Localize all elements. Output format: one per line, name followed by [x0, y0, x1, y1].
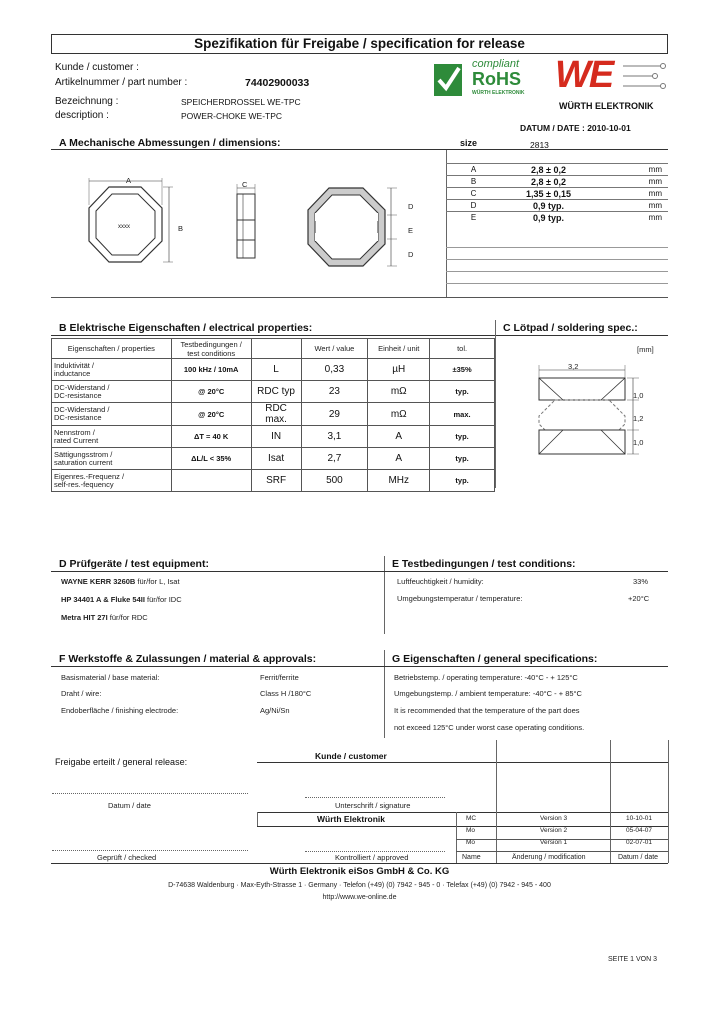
condition-cell — [171, 470, 251, 492]
soldering-pad-drawing — [525, 360, 665, 470]
part-number: 74402900033 — [245, 77, 310, 89]
property-cell — [52, 359, 172, 381]
electrode-label: Endoberfläche / finishing electrode: — [61, 706, 179, 715]
section-a-title: A Mechanische Abmessungen / dimensions: — [59, 137, 281, 149]
revision-change: Version 1 — [540, 839, 568, 846]
footer-url[interactable]: http://www.we-online.de — [322, 894, 397, 901]
value-cell: 0,33 — [301, 359, 368, 381]
footer-address: D-74638 Waldenburg · Max-Eyth-Strasse 1 · Germany · Telefon (+49) (0) 7942 - 945 - 0 · Telefax (+49) (0) 7942 - 945 - 400 — [168, 882, 551, 889]
signature-label: Unterschrift / signature — [335, 801, 411, 810]
condition-cell: ΔL/L < 35% — [171, 448, 251, 470]
th-properties: Eigenschaften / properties — [52, 339, 172, 359]
wurth-header: Würth Elektronik — [317, 814, 386, 824]
value-cell: 2,7 — [301, 448, 368, 470]
electrical-row — [52, 359, 495, 381]
pad-height-2: 1,2 — [633, 414, 644, 423]
equipment-use: für/for IDC — [144, 595, 182, 604]
dim-label-c: C — [242, 180, 248, 189]
dimension-row — [446, 200, 668, 212]
property-de: Induktivität / — [54, 360, 95, 370]
designation-label: Bezeichnung : — [55, 96, 119, 107]
property-cell — [52, 426, 172, 448]
section-f-title: F Werkstoffe & Zulassungen / material & approvals: — [59, 653, 317, 665]
section-b-title: B Elektrische Eigenschaften / electrical properties: — [59, 322, 313, 334]
symbol-cell: Isat — [251, 448, 301, 470]
dim-label-b: B — [178, 224, 184, 233]
equipment-use: für/for RDC — [107, 613, 148, 622]
dimension-unit: mm — [596, 188, 668, 200]
property-cell — [52, 448, 172, 470]
pad-width: 3,2 — [568, 362, 579, 371]
condition-cell: @ 20°C — [171, 381, 251, 403]
symbol-cell: IN — [251, 426, 301, 448]
spec-line-2: Umgebungstemp. / ambient temperature: -40°C - + 85°C — [394, 689, 582, 698]
section-e-title: E Testbedingungen / test conditions: — [392, 558, 576, 570]
dim-label-a: A — [126, 176, 132, 185]
dimension-key: C — [446, 188, 501, 200]
unit-cell: mΩ — [368, 381, 430, 403]
symbol-cell: RDC typ — [251, 381, 301, 403]
electrical-row — [52, 426, 495, 448]
description-label: description : — [55, 110, 109, 121]
revision-date: 02-07-01 — [626, 839, 653, 846]
revision-change: Version 3 — [540, 815, 568, 822]
equipment-name: Metra HIT 27I — [61, 613, 108, 622]
dimension-row — [446, 176, 668, 188]
dimension-row — [446, 188, 668, 200]
property-en: DC-resistance — [54, 413, 102, 422]
dimension-table — [446, 163, 668, 224]
electrical-row — [52, 470, 495, 492]
rohs-compliant-text: compliant — [472, 58, 520, 70]
size-label: size — [460, 138, 478, 148]
electrical-row — [52, 448, 495, 470]
designation-value: SPEICHERDROSSEL WE-TPC — [181, 97, 301, 107]
dimension-row — [446, 212, 668, 224]
dim-label-d: D — [408, 202, 414, 211]
dimension-unit: mm — [596, 164, 668, 176]
unit-cell: µH — [368, 359, 430, 381]
dimension-unit: mm — [596, 212, 668, 224]
date: DATUM / DATE : 2010-10-01 — [520, 123, 631, 133]
symbol-cell: L — [251, 359, 301, 381]
dimension-key: E — [446, 212, 501, 224]
rohs-logo — [432, 58, 544, 102]
tol-cell: typ. — [430, 470, 495, 492]
unit-cell: mΩ — [368, 403, 430, 426]
equipment-name: WAYNE KERR 3260B — [61, 577, 136, 586]
property-de: DC-Widerstand / — [54, 382, 110, 392]
release-date-label: Datum / date — [108, 801, 151, 810]
dimension-value: 0,9 typ. — [501, 212, 596, 224]
base-material-value: Ferrit/ferrite — [260, 673, 299, 682]
value-cell: 29 — [301, 403, 368, 426]
general-release-label: Freigabe erteilt / general release: — [55, 757, 188, 767]
part-marking: xxxx — [118, 224, 130, 230]
humidity-value: 33% — [633, 577, 649, 586]
equipment-item — [61, 595, 182, 604]
we-logo — [553, 56, 671, 114]
unit-cell: A — [368, 448, 430, 470]
th-symbol — [251, 339, 301, 359]
property-en: rated Current — [54, 435, 99, 445]
customer-label: Kunde / customer : — [55, 62, 139, 73]
rev-head-name: Name — [462, 854, 481, 861]
property-en: DC-resistance — [54, 390, 102, 400]
equipment-item — [61, 577, 180, 586]
dimension-unit: mm — [596, 200, 668, 212]
property-de: Sättigungsstrom / — [54, 449, 113, 459]
electrical-row — [52, 403, 495, 426]
footer-company: Würth Elektronik eiSos GmbH & Co. KG — [269, 866, 450, 877]
tol-cell: typ. — [430, 426, 495, 448]
revision-date: 10-10-01 — [626, 815, 653, 822]
tol-cell: ±35% — [430, 359, 495, 381]
property-cell — [52, 470, 172, 492]
revision-name: MC — [466, 815, 477, 822]
section-g-title: G Eigenschaften / general specifications: — [392, 653, 598, 665]
tol-cell: typ. — [430, 448, 495, 470]
dimension-key: A — [446, 164, 501, 176]
property-cell — [52, 403, 172, 426]
property-en: saturation current — [54, 457, 113, 467]
property-de: Eigenres.-Frequenz / — [54, 471, 125, 481]
we-circuit-icon — [553, 56, 671, 100]
spec-line-4: not exceed 125°C under worst case operating conditions. — [394, 723, 585, 732]
equipment-item — [61, 613, 148, 622]
electrode-value: Ag/Ni/Sn — [260, 706, 290, 715]
property-de: Nennstrom / — [54, 427, 95, 437]
top-view-drawing — [85, 175, 195, 270]
symbol-cell: SRF — [251, 470, 301, 492]
approved-label: Kontrolliert / approved — [335, 853, 409, 862]
dim-label-d2: D — [408, 250, 414, 259]
section-d-title: D Prüfgeräte / test equipment: — [59, 558, 209, 570]
customer-header: Kunde / customer — [315, 751, 387, 761]
dimension-value: 1,35 ± 0,15 — [501, 188, 596, 200]
pad-height-1: 1,0 — [633, 391, 644, 400]
dimension-row — [446, 164, 668, 176]
value-cell: 3,1 — [301, 426, 368, 448]
wire-value: Class H /180°C — [260, 689, 312, 698]
rohs-text: RoHS — [472, 69, 521, 89]
spec-line-1: Betriebstemp. / operating temperature: -40°C - + 125°C — [394, 673, 578, 682]
tol-cell: max. — [430, 403, 495, 426]
size-value: 2813 — [530, 140, 549, 150]
dimension-key: D — [446, 200, 501, 212]
bottom-view-drawing — [305, 182, 420, 272]
unit-cell: MHz — [368, 470, 430, 492]
property-cell — [52, 381, 172, 403]
we-logo-text: WE — [555, 54, 613, 96]
dimension-value: 0,9 typ. — [501, 200, 596, 212]
pad-height-3: 1,0 — [633, 438, 644, 447]
dimension-key: B — [446, 176, 501, 188]
revision-name: Mo — [466, 827, 476, 834]
rev-head-date: Datum / date — [618, 854, 659, 861]
side-view-drawing — [225, 180, 270, 265]
electrical-table — [51, 338, 495, 492]
unit-cell: A — [368, 426, 430, 448]
tol-cell: typ. — [430, 381, 495, 403]
electrical-row — [52, 381, 495, 403]
base-material-label: Basismaterial / base material: — [61, 673, 160, 682]
equipment-name: HP 34401 A & Fluke 54II — [61, 595, 145, 604]
th-conditions: Testbedingungen / test conditions — [171, 339, 251, 359]
wire-label: Draht / wire: — [61, 689, 102, 698]
property-de: DC-Widerstand / — [54, 405, 110, 414]
dimension-unit: mm — [596, 176, 668, 188]
th-value: Wert / value — [301, 339, 368, 359]
temperature-value: +20°C — [628, 594, 650, 603]
revision-date: 05-04-07 — [626, 827, 653, 834]
th-tol: tol. — [430, 339, 495, 359]
equipment-use: für/for L, Isat — [135, 577, 180, 586]
revision-name: Mo — [466, 839, 476, 846]
dimension-value: 2,8 ± 0,2 — [501, 176, 596, 188]
section-c-title: C Lötpad / soldering spec.: — [503, 322, 638, 334]
temperature-label: Umgebungstemperatur / temperature: — [397, 594, 523, 603]
dimension-value: 2,8 ± 0,2 — [501, 164, 596, 176]
th-unit: Einheit / unit — [368, 339, 430, 359]
condition-cell: @ 20°C — [171, 403, 251, 426]
value-cell: 500 — [301, 470, 368, 492]
rev-head-change: Änderung / modification — [512, 854, 586, 861]
condition-cell: 100 kHz / 10mA — [171, 359, 251, 381]
company-logo-text: WÜRTH ELEKTRONIK — [559, 101, 654, 111]
description-value: POWER-CHOKE WE-TPC — [181, 111, 283, 121]
checked-label: Geprüft / checked — [97, 853, 157, 862]
symbol-cell: RDC max. — [251, 403, 301, 426]
humidity-label: Luftfeuchtigkeit / humidity: — [397, 577, 484, 586]
dim-label-e: E — [408, 226, 414, 235]
page-title: Spezifikation für Freigabe / specification for release — [194, 36, 525, 51]
page-number: SEITE 1 VON 3 — [608, 956, 658, 963]
pad-unit: [mm] — [637, 345, 654, 354]
rohs-sub-text: WÜRTH ELEKTRONIK — [472, 90, 525, 96]
value-cell: 23 — [301, 381, 368, 403]
part-label: Artikelnummer / part number : — [55, 77, 188, 88]
condition-cell: ΔT = 40 K — [171, 426, 251, 448]
revision-change: Version 2 — [540, 827, 568, 834]
property-en: self-res.-fequency — [54, 479, 114, 489]
property-en: inductance — [54, 368, 91, 378]
spec-line-3: It is recommended that the temperature of the part does — [394, 706, 580, 715]
